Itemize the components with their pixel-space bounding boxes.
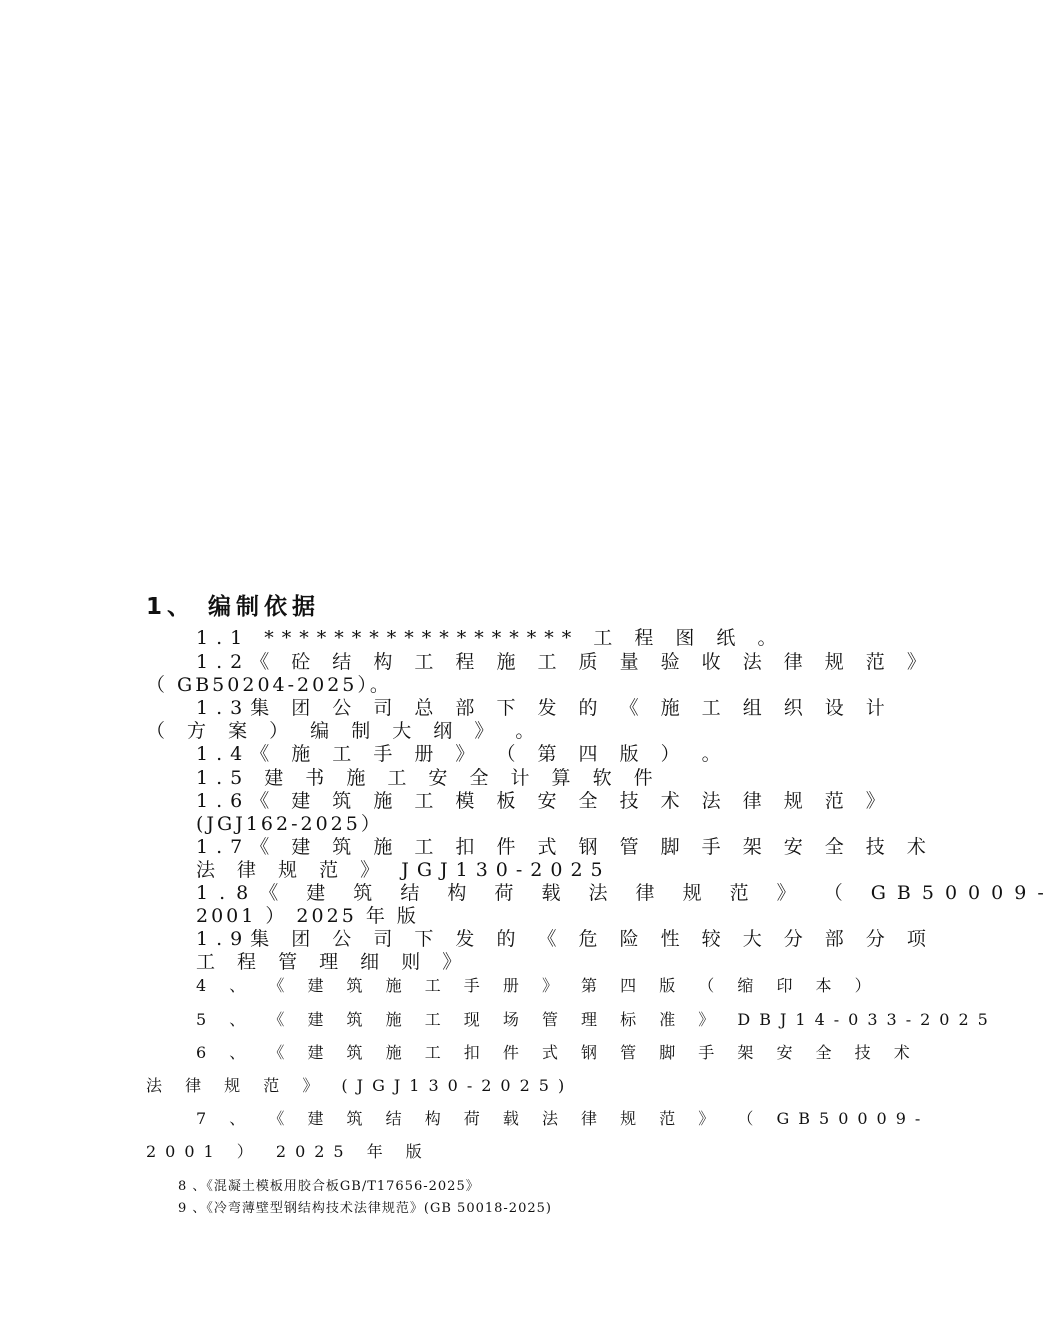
reference-line-7-cont: 2001 ） 2025 年 版 <box>146 1142 431 1161</box>
reference-line-1-8: 1.8《 建 筑 结 构 荷 载 法 律 规 范 》 （ GB50009- <box>196 882 1055 904</box>
reference-line-1-7-cont: 法 律 规 范 》 JGJ130-2025 <box>196 859 611 881</box>
reference-line-1-7: 1.7《 建 筑 施 工 扣 件 式 钢 管 脚 手 架 安 全 技 术 <box>196 836 934 858</box>
reference-line-1-3: 1.3集 团 公 司 总 部 下 发 的 《 施 工 组 织 设 计 <box>196 697 893 719</box>
reference-line-6: 6 、 《 建 筑 施 工 扣 件 式 钢 管 脚 手 架 安 全 技 术 <box>196 1043 919 1062</box>
reference-line-1-6-cont: (JGJ162-2025） <box>196 813 383 835</box>
reference-line-8: 8 、《混凝土模板用胶合板GB/T17656-2025》 <box>178 1179 480 1194</box>
reference-line-1-5: 1.5 建 书 施 工 安 全 计 算 软 件 <box>196 767 661 789</box>
reference-line-5: 5 、 《 建 筑 施 工 现 场 管 理 标 准 》 DBJ14-033-2025 <box>196 1010 997 1029</box>
reference-line-1-2: 1.2《 砼 结 构 工 程 施 工 质 量 验 收 法 律 规 范 》 <box>196 651 934 673</box>
reference-line-7: 7 、 《 建 筑 结 构 荷 载 法 律 规 范 》 （ GB50009- <box>196 1109 930 1128</box>
reference-line-9: 9 、《冷弯薄壁型钢结构技术法律规范》(GB 50018-2025) <box>178 1201 552 1216</box>
reference-line-1-9: 1.9集 团 公 司 下 发 的 《 危 险 性 较 大 分 部 分 项 <box>196 928 934 950</box>
reference-line-1-2-cont: （ GB50204-2025）。 <box>146 674 392 696</box>
reference-line-1-3-cont: （ 方 案 ） 编 制 大 纲 》 。 <box>146 720 543 742</box>
reference-line-4: 4 、 《 建 筑 施 工 手 册 》 第 四 版 （ 缩 印 本 ） <box>196 976 880 995</box>
reference-line-6-cont: 法 律 规 范 》 (JGJ130-2025) <box>146 1076 574 1095</box>
reference-line-1-9-cont: 工 程 管 理 细 则 》 <box>196 951 470 973</box>
reference-line-1-4: 1.4《 施 工 手 册 》 （ 第 四 版 ） 。 <box>196 743 729 765</box>
reference-line-1-8-cont: 2001 ） 2025 年 版 <box>196 905 419 927</box>
section-heading: 1、 编制依据 <box>146 594 321 620</box>
reference-line-1-6: 1.6《 建 筑 施 工 模 板 安 全 技 术 法 律 规 范 》 <box>196 790 893 812</box>
reference-line-1-1: 1.1 ****************** 工 程 图 纸 。 <box>196 627 785 649</box>
